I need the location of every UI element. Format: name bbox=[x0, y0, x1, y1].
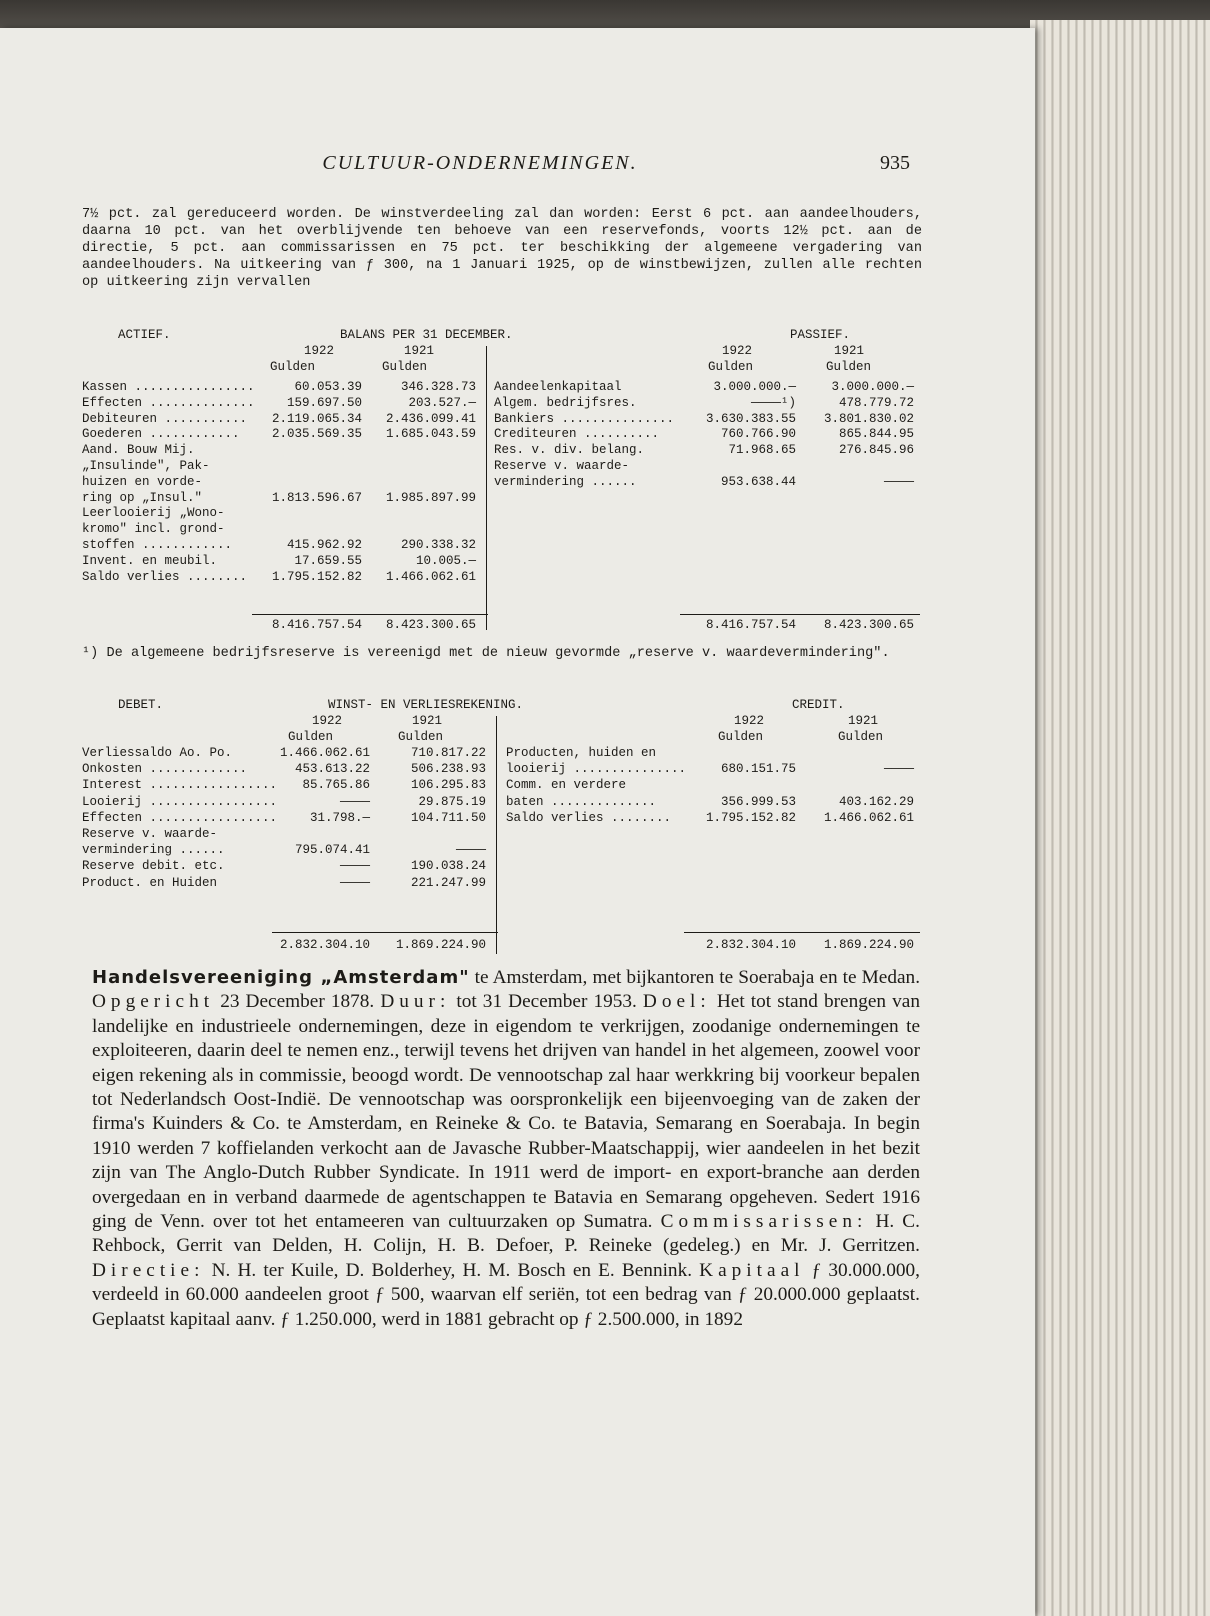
row-label: Algem. bedrijfsres. bbox=[494, 395, 637, 410]
balance-total-right bbox=[82, 618, 922, 633]
row-label: Reserve debit. etc. bbox=[82, 859, 225, 874]
table-row bbox=[506, 811, 922, 826]
intro-text: 7½ pct. zal gereduceerd worden. De winstverdeeling zal dan worden: Eerst 6 pct. aan aandeelhouders, daarna 10 pct. van het overblijvende ten behoeve van een reservefonds, voorts 12½ pct. aan de directie, 5 pct. aan commissarissen en 75 pct. ter beschikking der algemeene vergadering van aandeelhouders. Na uitkeering van ƒ 300, na 1 Januari 1925, op de winstbewijzen, zullen alle rechten op uitkeering zijn vervallen bbox=[82, 207, 922, 290]
balance-sheet bbox=[82, 328, 922, 648]
table-row bbox=[82, 811, 492, 826]
row-value-year-a: 453.613.22 bbox=[294, 762, 370, 777]
row-value-year-b: 104.711.50 bbox=[410, 810, 486, 825]
label-duur: Duur: bbox=[380, 991, 451, 1013]
row-label: Crediteuren .......... bbox=[494, 427, 660, 442]
row-value-year-a: 31.798.— bbox=[309, 810, 370, 825]
article-paragraph bbox=[92, 966, 920, 1332]
table-row bbox=[494, 475, 922, 490]
balance-unit-a-right: Gulden bbox=[708, 360, 754, 374]
row-value-year-b: 290.338.32 bbox=[400, 538, 476, 552]
balance-divider bbox=[486, 346, 487, 630]
row-value-year-b: 203.527.— bbox=[408, 395, 476, 410]
row-value-year-a: 3.630.383.55 bbox=[705, 411, 796, 426]
page-number: 935 bbox=[880, 152, 910, 174]
row-value-year-a: ———— bbox=[339, 875, 370, 890]
balance-left-head: ACTIEF. bbox=[118, 328, 171, 342]
table-row bbox=[82, 522, 482, 537]
pl-unit-a-left: Gulden bbox=[288, 730, 334, 744]
balance-total-right-a: 8.416.757.54 bbox=[705, 618, 796, 632]
pl-unit-a-right: Gulden bbox=[718, 730, 764, 744]
intro-paragraph bbox=[82, 206, 922, 291]
table-row bbox=[494, 412, 922, 427]
row-value-year-a: ————¹) bbox=[750, 395, 796, 410]
row-label: Looierij ................. bbox=[82, 794, 278, 809]
row-label: huizen en vorde- bbox=[82, 474, 203, 489]
table-row bbox=[82, 778, 492, 793]
row-label: Leerlooierij „Wono- bbox=[82, 506, 225, 521]
balance-year-b-right: 1921 bbox=[834, 344, 865, 358]
row-value-year-a: ———— bbox=[339, 794, 370, 809]
row-label: Goederen ............ bbox=[82, 427, 240, 442]
label-opgericht: Opgericht bbox=[92, 991, 215, 1013]
row-label: baten .............. bbox=[506, 794, 657, 809]
pl-total-left-b: 1.869.224.90 bbox=[395, 938, 486, 952]
company-article bbox=[92, 966, 920, 1332]
row-value-year-a: 1.466.062.61 bbox=[279, 746, 370, 760]
row-label: Kassen ................ bbox=[82, 380, 255, 394]
row-label: vermindering ...... bbox=[82, 843, 225, 858]
table-row bbox=[82, 412, 482, 427]
pl-divider bbox=[496, 716, 497, 954]
table-row bbox=[82, 859, 492, 874]
balance-unit-b-right: Gulden bbox=[826, 360, 872, 374]
row-label: Interest ................. bbox=[82, 778, 278, 793]
pl-total-rule-left bbox=[272, 932, 498, 933]
row-value-year-a: 159.697.50 bbox=[286, 395, 362, 410]
table-row bbox=[494, 459, 922, 474]
profit-loss-account bbox=[82, 698, 922, 956]
table-row bbox=[82, 746, 492, 761]
row-value-year-a: 2.119.065.34 bbox=[271, 411, 362, 426]
row-value-year-a: 1.795.152.82 bbox=[705, 810, 796, 825]
label-doel: Doel: bbox=[642, 991, 711, 1013]
row-value-year-b: 1.685.043.59 bbox=[385, 427, 476, 442]
table-row bbox=[82, 843, 492, 858]
row-value-year-b: 190.038.24 bbox=[410, 859, 486, 874]
row-value-year-a: 356.999.53 bbox=[720, 794, 796, 809]
table-row bbox=[82, 554, 482, 569]
article-text-7: ƒ 30.000.000, verdeeld in 60.000 aandeelen groot ƒ 500, waarvan elf seriën, tot een bedrag van ƒ 20.000.000 geplaatst. Geplaatst kapitaal aanv. ƒ 1.250.000, werd in 1881 gebracht op ƒ 2.500.000, in 1892 bbox=[92, 1259, 920, 1330]
table-row bbox=[506, 795, 922, 810]
row-label: Aand. Bouw Mij. bbox=[82, 443, 195, 458]
row-label: Verliessaldo Ao. Po. bbox=[82, 746, 233, 760]
row-value-year-b: 346.328.73 bbox=[400, 380, 476, 394]
row-label: Res. v. div. belang. bbox=[494, 443, 645, 458]
row-value-year-a: 85.765.86 bbox=[302, 778, 370, 793]
article-text-2: 23 December 1878. bbox=[214, 991, 381, 1013]
table-row bbox=[506, 746, 922, 761]
table-row bbox=[82, 762, 492, 777]
row-label: looierij ............... bbox=[506, 762, 687, 777]
table-row bbox=[506, 762, 922, 777]
row-label: Product. en Huiden bbox=[82, 875, 218, 890]
balance-unit-a-left: Gulden bbox=[270, 360, 316, 374]
balance-year-a-left: 1922 bbox=[304, 344, 335, 358]
page-stack-edge bbox=[1030, 20, 1210, 1616]
balance-year-a-right: 1922 bbox=[722, 344, 753, 358]
table-row bbox=[82, 427, 482, 442]
running-title: CULTUUR-ONDERNEMINGEN. bbox=[322, 152, 638, 174]
balance-unit-b-left: Gulden bbox=[382, 360, 428, 374]
balance-year-b-left: 1921 bbox=[404, 344, 435, 358]
row-value-year-a: 3.000.000.— bbox=[713, 380, 796, 394]
row-value-year-a: 2.035.569.35 bbox=[271, 427, 362, 442]
pl-title: WINST- EN VERLIESREKENING. bbox=[328, 698, 524, 712]
row-value-year-b: 710.817.22 bbox=[410, 746, 486, 760]
table-row bbox=[82, 396, 482, 411]
pl-unit-b-left: Gulden bbox=[398, 730, 444, 744]
row-value-year-b: 2.436.099.41 bbox=[385, 411, 476, 426]
row-value-year-a: 953.638.44 bbox=[720, 474, 796, 489]
row-value-year-a: ———— bbox=[339, 859, 370, 874]
row-value-year-b: 403.162.29 bbox=[838, 794, 914, 809]
book-page bbox=[0, 28, 1035, 1616]
table-row bbox=[82, 876, 492, 891]
row-value-year-a: 60.053.39 bbox=[294, 380, 362, 394]
row-value-year-a: 760.766.90 bbox=[720, 427, 796, 442]
pl-year-b-left: 1921 bbox=[412, 714, 443, 728]
row-label: Reserve v. waarde- bbox=[494, 459, 630, 473]
table-row bbox=[494, 443, 922, 458]
row-label: Producten, huiden en bbox=[506, 746, 657, 760]
row-value-year-a: 795.074.41 bbox=[294, 843, 370, 858]
article-text-5: H. C. Rehbock, Gerrit van Delden, H. Colijn, H. B. Defoer, P. Reineke (gedeleg.) en Mr. J. Gerritzen. bbox=[92, 1211, 920, 1257]
row-value-year-a: 680.151.75 bbox=[720, 762, 796, 777]
company-name: Handelsvereeniging „Amsterdam" bbox=[92, 967, 470, 988]
balance-total-left-b: 8.423.300.65 bbox=[385, 618, 476, 632]
article-text-6: N. H. ter Kuile, D. Bolderhey, H. M. Bosch en E. Bennink. bbox=[204, 1259, 700, 1281]
row-value-year-b: 3.801.830.02 bbox=[823, 411, 914, 426]
pl-year-b-right: 1921 bbox=[848, 714, 879, 728]
table-row bbox=[494, 427, 922, 442]
pl-unit-b-right: Gulden bbox=[838, 730, 884, 744]
pl-year-a-left: 1922 bbox=[312, 714, 343, 728]
table-row bbox=[82, 827, 492, 842]
row-value-year-b: 106.295.83 bbox=[410, 778, 486, 793]
label-commissarissen: Commissarissen: bbox=[660, 1211, 868, 1233]
row-value-year-b: ———— bbox=[883, 762, 914, 777]
row-label: ring op „Insul." bbox=[82, 490, 203, 505]
row-value-year-b: 3.000.000.— bbox=[831, 380, 914, 394]
row-value-year-b: 29.875.19 bbox=[418, 794, 486, 809]
table-row bbox=[494, 380, 922, 395]
balance-right-head: PASSIEF. bbox=[790, 328, 851, 342]
row-label: kromo" incl. grond- bbox=[82, 522, 225, 537]
article-text-1: te Amsterdam, met bijkantoren te Soerabaja en te Medan. bbox=[469, 967, 921, 988]
row-label: Effecten ................. bbox=[82, 810, 278, 825]
table-row bbox=[82, 538, 482, 553]
balance-footnote: ¹) De algemeene bedrijfsreserve is vereenigd met de nieuw gevormde „reserve v. waardevermindering". bbox=[82, 646, 890, 661]
row-label: Saldo verlies ........ bbox=[82, 569, 248, 584]
table-row bbox=[494, 396, 922, 411]
balance-title: BALANS PER 31 DECEMBER. bbox=[340, 328, 513, 342]
table-row bbox=[82, 570, 482, 585]
row-value-year-b: ———— bbox=[455, 843, 486, 858]
row-label: Onkosten ............. bbox=[82, 762, 248, 777]
balance-total-left-a: 8.416.757.54 bbox=[271, 618, 362, 632]
table-row bbox=[82, 380, 482, 395]
row-label: Invent. en meubil. bbox=[82, 553, 218, 568]
label-directie: Directie: bbox=[92, 1259, 205, 1281]
article-text-4: Het tot stand brengen van landelijke en industrieele ondernemingen, deze in eigendom te verkrijgen, zoodanige ondernemingen te exploiteeren, daarin deel te nemen enz., terwijl tevens het drijven van handel in het algemeen, zoowel voor eigen rekening als in commissie, beoogd wordt. De vennootschap zal haar werkkring bij voorkeur bepalen tot Nederlandsch Oost-Indië. De vennootschap was oorspronkelijk een bijeenvoeging van de zaken der firma's Kuinders & Co. te Amsterdam, en Reineke & Co. te Batavia, Semarang en Soerabaja. In begin 1910 werden 7 koffielanden verkocht aan de Javasche Rubber-Maatschappij, wier aandeelen in het bezit zijn van The Anglo-Dutch Rubber Syndicate. In 1911 werd de import- en export-branche aan derden overgedaan en in verband daarmede de agentschappen te Batavia en Semarang opgeheven. Sedert 1916 ging de Venn. over tot het entameeren van cultuurzaken op Sumatra. bbox=[92, 991, 920, 1233]
table-row bbox=[82, 506, 482, 521]
table-row bbox=[82, 459, 482, 474]
row-value-year-a: 1.795.152.82 bbox=[271, 569, 362, 584]
balance-total-rule-right bbox=[680, 614, 920, 615]
row-label: Effecten .............. bbox=[82, 395, 255, 410]
pl-year-a-right: 1922 bbox=[734, 714, 765, 728]
pl-right-head: CREDIT. bbox=[792, 698, 845, 712]
row-label: Reserve v. waarde- bbox=[82, 827, 218, 841]
row-label: Debiteuren ........... bbox=[82, 411, 248, 426]
row-value-year-b: 10.005.— bbox=[415, 553, 476, 568]
row-value-year-b: 1.985.897.99 bbox=[385, 490, 476, 505]
row-label: Aandeelenkapitaal bbox=[494, 380, 622, 394]
row-value-year-a: 71.968.65 bbox=[728, 443, 796, 458]
pl-left-head: DEBET. bbox=[118, 698, 164, 712]
row-label: „Insulinde", Pak- bbox=[82, 459, 210, 473]
table-row bbox=[506, 778, 922, 793]
article-text-3: tot 31 December 1953. bbox=[450, 991, 643, 1013]
label-kapitaal: Kapitaal bbox=[699, 1259, 805, 1281]
row-label: Saldo verlies ........ bbox=[506, 810, 672, 825]
row-value-year-b: 478.779.72 bbox=[838, 395, 914, 410]
table-row bbox=[82, 795, 492, 810]
row-value-year-a: 415.962.92 bbox=[286, 538, 362, 552]
row-label: stoffen ............ bbox=[82, 538, 233, 552]
pl-total-left-a: 2.832.304.10 bbox=[279, 938, 370, 952]
row-value-year-b: 276.845.96 bbox=[838, 443, 914, 458]
row-label: Comm. en verdere bbox=[506, 778, 627, 793]
row-value-year-b: 865.844.95 bbox=[838, 427, 914, 442]
table-row bbox=[82, 443, 482, 458]
pl-total-right-b: 1.869.224.90 bbox=[823, 938, 914, 952]
pl-total-right bbox=[82, 938, 922, 953]
table-row bbox=[82, 491, 482, 506]
row-value-year-b: ———— bbox=[883, 474, 914, 489]
row-value-year-b: 221.247.99 bbox=[410, 875, 486, 890]
row-label: vermindering ...... bbox=[494, 474, 637, 489]
row-value-year-b: 1.466.062.61 bbox=[385, 569, 476, 584]
row-label: Bankiers ............... bbox=[494, 411, 675, 426]
pl-total-right-a: 2.832.304.10 bbox=[705, 938, 796, 952]
row-value-year-a: 17.659.55 bbox=[294, 553, 362, 568]
row-value-year-b: 506.238.93 bbox=[410, 762, 486, 777]
row-value-year-a: 1.813.596.67 bbox=[271, 490, 362, 505]
balance-total-right-b: 8.423.300.65 bbox=[823, 618, 914, 632]
pl-total-rule-right bbox=[684, 932, 920, 933]
balance-total-rule-left bbox=[252, 614, 488, 615]
table-row bbox=[82, 475, 482, 490]
row-value-year-b: 1.466.062.61 bbox=[823, 810, 914, 825]
